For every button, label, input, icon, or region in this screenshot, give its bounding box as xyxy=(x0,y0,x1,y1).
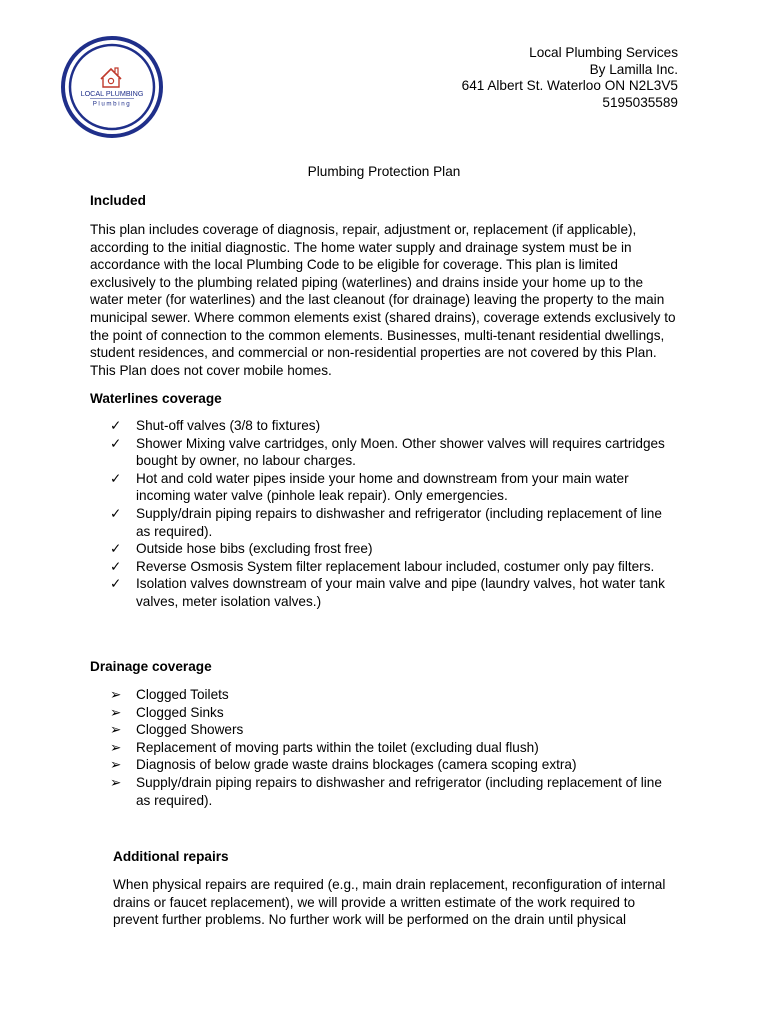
additional-heading: Additional repairs xyxy=(113,849,229,864)
included-body: This plan includes coverage of diagnosis, repair, adjustment or, replacement (if applicable), according to the initial diagnostic. The home water supply and drainage system must be in accordance with the local Plumbing Code to be eligible for coverage. This plan is limited exclusively to the plumbing related piping (waterlines) and drains inside your home up to the water meter (for waterlines) and the last cleanout (for drainage) leaving the property to the main municipal sewer. Where common elements exist (shared drains), coverage extends exclusively to the point of connection to the common elements. Businesses, multi-tenant residential dwellings, student residences, and commercial or non-residential properties are not covered by this Plan. This Plan does not cover mobile homes. xyxy=(90,222,676,378)
company-owner: By Lamilla Inc. xyxy=(589,61,678,77)
list-item: ✓ Shower Mixing valve cartridges, only Moen. Other shower valves will requires cartridges bought by owner, no labour charges. xyxy=(110,435,665,469)
list-item: ➢ Clogged Toilets xyxy=(110,687,229,702)
list-item: ✓ Reverse Osmosis System filter replacement labour included, costumer only pay filters. xyxy=(110,558,655,574)
checkmark-icon: ✓ xyxy=(110,541,122,557)
checkmark-icon: ✓ xyxy=(110,558,122,574)
list-item: ➢ Supply/drain piping repairs to dishwasher and refrigerator (including replacement of line as required). xyxy=(110,774,662,808)
company-phone: 5195035589 xyxy=(602,94,678,110)
list-item: ✓ Isolation valves downstream of your main valve and pipe (laundry valves, hot water tank valves, meter isolation valves.) xyxy=(110,576,665,609)
company-address: 641 Albert St. Waterloo ON N2L3V5 xyxy=(461,78,678,93)
list-item: ✓ Outside hose bibs (excluding frost free) xyxy=(110,541,373,557)
list-item: ✓ Supply/drain piping repairs to dishwasher and refrigerator (including replacement of line as required). xyxy=(110,505,662,539)
list-item: ✓ Shut-off valves (3/8 to fixtures) xyxy=(110,418,321,433)
list-item: ➢ Clogged Sinks xyxy=(110,704,224,720)
document-title: Plumbing Protection Plan xyxy=(307,164,461,179)
list-item: ✓ Hot and cold water pipes inside your home and downstream from your main water incoming water valve (pinhole leak repair). Only emergencies. xyxy=(110,470,629,504)
included-heading: Included xyxy=(90,193,146,208)
company-name: Local Plumbing Services xyxy=(529,45,678,60)
waterlines-heading: Waterlines coverage xyxy=(90,391,222,406)
company-logo xyxy=(60,35,164,139)
drainage-list xyxy=(90,686,680,809)
checkmark-icon: ✓ xyxy=(110,470,122,486)
arrow-bullet-icon: ➢ xyxy=(110,704,122,720)
house-icon xyxy=(101,68,121,87)
company-address-block xyxy=(462,45,678,111)
arrow-bullet-icon: ➢ xyxy=(110,687,122,702)
logo-text-sub: Plumbing xyxy=(92,100,132,108)
arrow-bullet-icon: ➢ xyxy=(110,722,122,738)
drainage-heading: Drainage coverage xyxy=(90,659,212,674)
checkmark-icon: ✓ xyxy=(110,505,122,521)
list-item: ➢ Clogged Showers xyxy=(110,722,244,738)
logo-text-main: LOCAL PLUMBING xyxy=(80,89,144,98)
arrow-bullet-icon: ➢ xyxy=(110,739,122,755)
checkmark-icon: ✓ xyxy=(110,435,122,451)
arrow-bullet-icon: ➢ xyxy=(110,774,122,790)
arrow-bullet-icon: ➢ xyxy=(110,757,122,773)
checkmark-icon: ✓ xyxy=(110,418,122,433)
additional-body: When physical repairs are required (e.g., main drain replacement, reconfiguration of internal drains or faucet replacement), we will provide a written estimate of the work required to prevent further problems. No further work will be performed on the drain until physical xyxy=(113,877,666,928)
list-item: ➢ Replacement of moving parts within the toilet (excluding dual flush) xyxy=(110,739,539,755)
waterlines-list xyxy=(90,417,680,611)
list-item: ➢ Diagnosis of below grade waste drains blockages (camera scoping extra) xyxy=(110,757,577,773)
checkmark-icon: ✓ xyxy=(110,576,122,592)
